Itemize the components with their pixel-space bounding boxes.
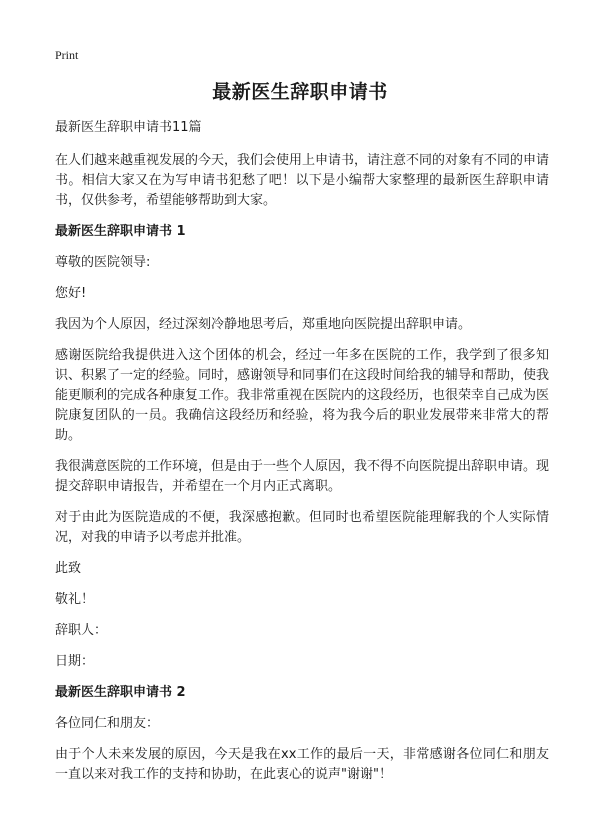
signature-line: 辞职人： (55, 623, 108, 638)
section-heading: 最新医生辞职申请书 2 (55, 685, 186, 700)
closing-line: 此致 (55, 561, 82, 576)
document-body (55, 118, 549, 796)
body-paragraph: 对于由此为医院造成的不便，我深感抱歉。但同时也希望医院能理解我的个人实际情况，对我的申请予以考虑并批准。 (55, 510, 549, 545)
body-paragraph: 感谢医院给我提供进入这个团体的机会，经过一年多在医院的工作，我学到了很多知识、积累了一定的经验。同时，感谢领导和同事们在这段时间给我的辅导和帮助，使我能更顺利的完成各种康复工作。我非常重视在医院内的这段经历，也很荣幸自己成为医院康复团队的一员。我确信这段经历和经验，将为我今后的职业发展带来非常大的帮助。 (55, 348, 550, 443)
salutation: 尊敬的医院领导: (55, 255, 151, 270)
print-link[interactable]: Print (55, 48, 79, 62)
page-title: 最新医生辞职申请书 (212, 81, 388, 103)
salutation: 各位同仁和朋友： (55, 716, 160, 731)
section-2 (55, 683, 549, 785)
document-subtitle: 最新医生辞职申请书11篇 (55, 120, 202, 135)
closing-line: 敬礼！ (55, 592, 95, 607)
body-paragraph: 我因为个人原因，经过深刻冷静地思考后，郑重地向医院提出辞职申请。 (55, 317, 472, 332)
section-heading: 最新医生辞职申请书 1 (55, 224, 186, 239)
body-paragraph: 由于个人未来发展的原因，今天是我在xx工作的最后一天，非常感谢各位同仁和朋友一直以来对我工作的支持和协助，在此衷心的说声"谢谢"！ (55, 747, 549, 782)
greeting: 您好! (55, 286, 87, 301)
intro-paragraph: 在人们越来越重视发展的今天，我们会使用上申请书，请注意不同的对象有不同的申请书。相信大家又在为写申请书犯愁了吧！以下是小编帮大家整理的最新医生辞职申请书，仅供参考，希望能够帮助到大家。 (55, 153, 550, 208)
date-line: 日期： (55, 654, 95, 669)
body-paragraph: 我很满意医院的工作环境，但是由于一些个人原因，我不得不向医院提出辞职申请。现提交辞职申请报告，并希望在一个月内正式离职。 (55, 459, 550, 494)
section-1 (55, 222, 549, 672)
